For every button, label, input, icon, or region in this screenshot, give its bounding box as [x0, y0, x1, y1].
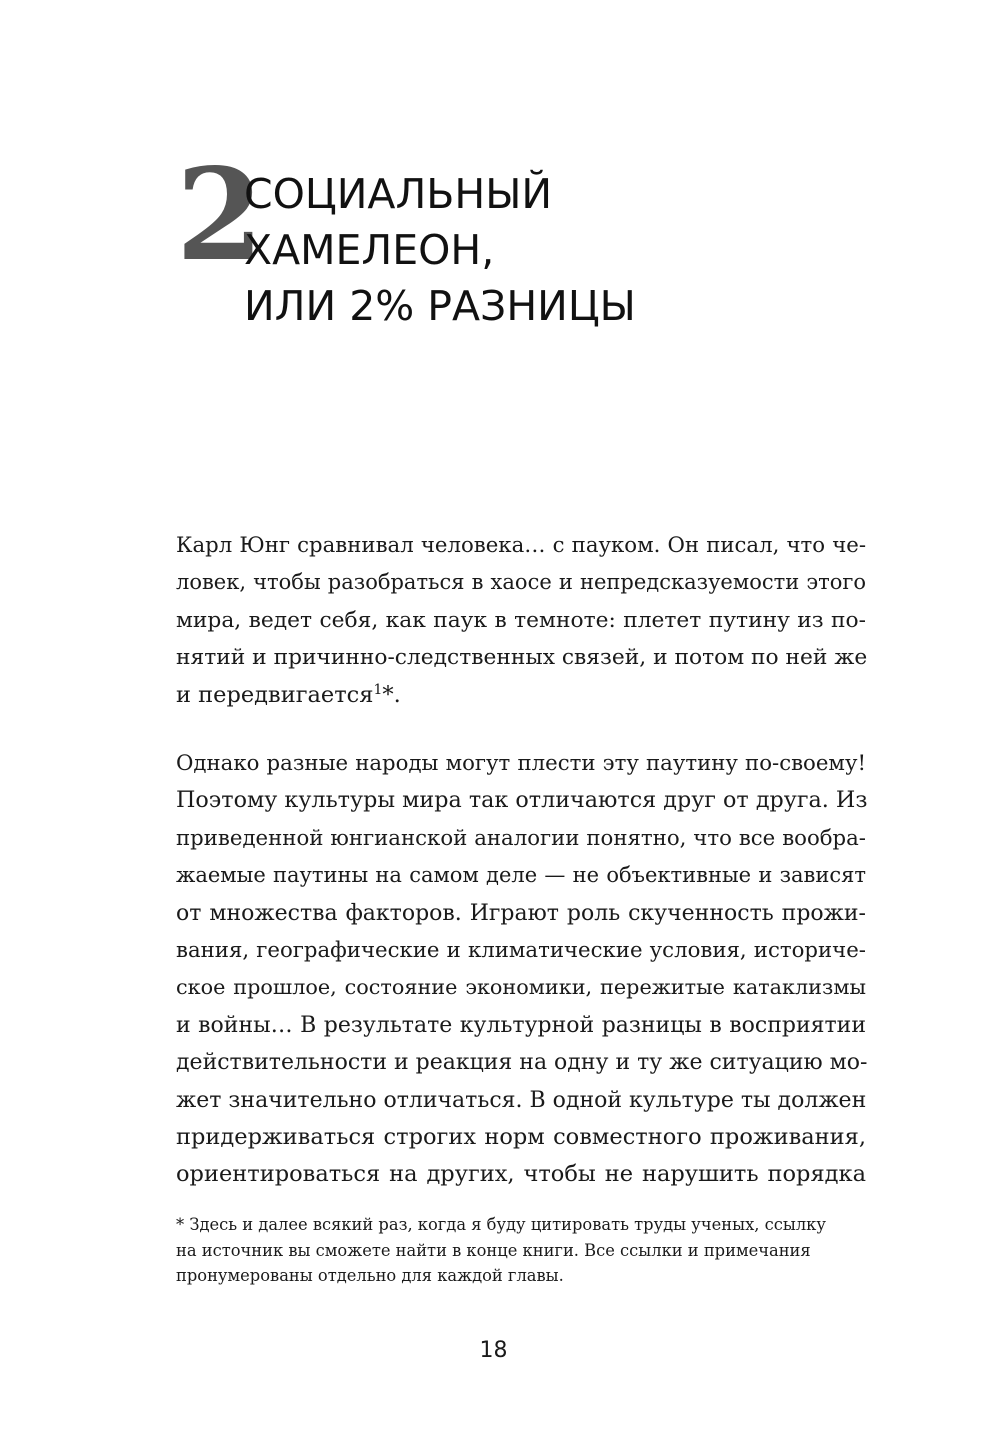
- chapter-title-line: ХАМЕЛЕОН,: [244, 226, 495, 274]
- paragraph-1: [176, 527, 866, 714]
- footnote-asterisk: *.: [382, 681, 401, 708]
- text-line: приведенной юнгианской аналогии понятно, что все вообра-: [176, 825, 866, 851]
- text-line: Карл Юнг сравнивал человека… с пауком. Он писал, что че-: [176, 533, 866, 558]
- text-line: Однако разные народы могут плести эту паутину по-своему!: [176, 751, 866, 776]
- text-line: действительности и реакция на одну и ту же ситуацию мо-: [176, 1050, 868, 1076]
- text-line: [176, 677, 866, 714]
- text-line: и войны… В результате культурной разницы в восприятии: [176, 1012, 866, 1038]
- chapter-number: 2: [176, 141, 260, 289]
- text-line: нятий и причинно-следственных связей, и потом по ней же: [176, 645, 868, 671]
- footnote-line: пронумерованы отдельно для каждой главы.: [176, 1266, 564, 1285]
- text-line: ловек, чтобы разобраться в хаосе и непредсказуемости этого: [176, 570, 866, 595]
- chapter-title: [244, 166, 636, 334]
- footnote-line: * Здесь и далее всякий раз, когда я буду цитировать труды ученых, ссылку: [176, 1215, 826, 1234]
- footnote-reference[interactable]: 1: [373, 681, 383, 698]
- text-line-content: и передвигается: [176, 681, 374, 708]
- text-line: ское прошлое, состояние экономики, пережитые катаклизмы: [176, 975, 866, 1000]
- text-line: жаемые паутины на самом деле — не объективные и зависят: [176, 863, 866, 888]
- footnote: [176, 1212, 866, 1289]
- text-line: вания, географические и климатические условия, историче-: [176, 938, 866, 964]
- chapter-title-line: ИЛИ 2% РАЗНИЦЫ: [244, 282, 636, 330]
- paragraph-2: [176, 745, 866, 1194]
- text-line: жет значительно отличаться. В одной культуре ты должен: [176, 1087, 867, 1113]
- footnote-line: на источник вы сможете найти в конце книги. Все ссылки и примечания: [176, 1240, 811, 1260]
- text-line: придерживаться строгих норм совместного проживания,: [176, 1124, 866, 1151]
- text-line: ориентироваться на других, чтобы не нарушить порядка: [176, 1161, 866, 1188]
- text-line: от множества факторов. Играют роль скученность прожи-: [176, 900, 866, 926]
- page-number: 18: [479, 1338, 508, 1363]
- chapter-title-line: СОЦИАЛЬНЫЙ: [244, 170, 553, 218]
- text-line: мира, ведет себя, как паук в темноте: плетет путину из по-: [176, 607, 866, 633]
- text-line: Поэтому культуры мира так отличаются друг от друга. Из: [176, 787, 868, 814]
